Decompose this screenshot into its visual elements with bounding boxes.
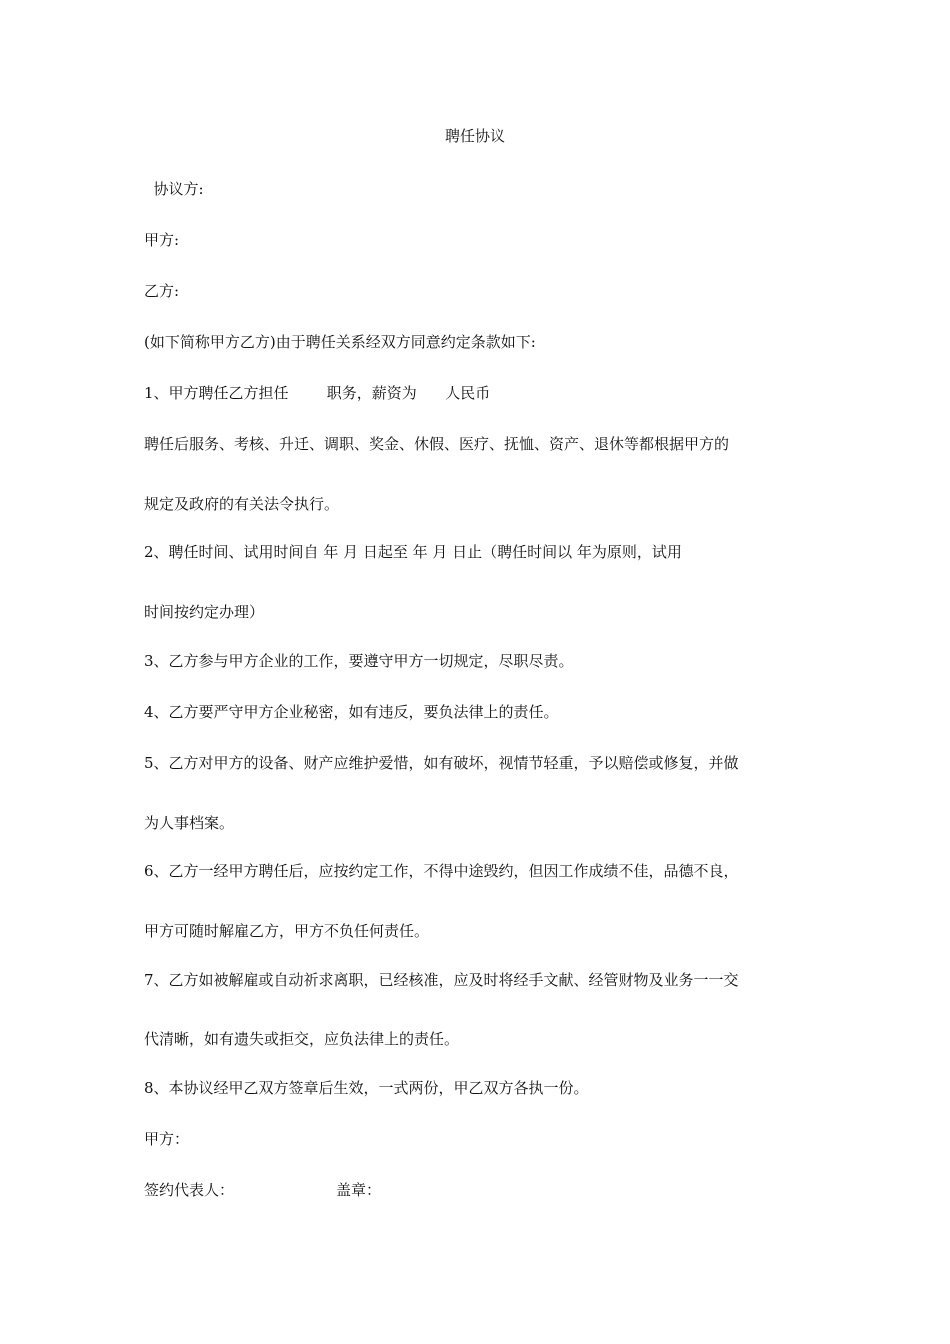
clause-5-line-1: 5、乙方对甲方的设备、财产应维护爱惜，如有破坏，视情节轻重，予以赔偿或修复，并做 xyxy=(144,754,739,772)
clause-3: 3、乙方参与甲方企业的工作，要遵守甲方一切规定，尽职尽责。 xyxy=(144,652,574,670)
clause-8: 8、本协议经甲乙双方签章后生效，一式两份，甲乙双方各执一份。 xyxy=(144,1079,589,1097)
party-b-label: 乙方: xyxy=(144,282,180,300)
clause-1b-line-2: 规定及政府的有关法令执行。 xyxy=(144,495,340,513)
clause-7-line-2: 代清晰，如有遗失或拒交，应负法律上的责任。 xyxy=(144,1030,460,1048)
signature-seal: 盖章： xyxy=(336,1181,382,1199)
clause-2-line-2: 时间按约定办理） xyxy=(144,603,265,621)
clause-4: 4、乙方要严守甲方企业秘密，如有违反，要负法律上的责任。 xyxy=(144,703,559,721)
clause-2-line-1: 2、聘任时间、试用时间自 年 月 日起至 年 月 日止（聘任时间以 年为原则，试用 xyxy=(144,543,682,561)
clause-1b-line-1: 聘任后服务、考核、升迁、调职、奖金、休假、医疗、抚恤、资产、退休等都根据甲方的 xyxy=(144,435,730,453)
parties-label: 协议方: xyxy=(144,180,204,198)
clause-7-line-1: 7、乙方如被解雇或自动祈求离职，已经核准，应及时将经手文献、经管财物及业务一一交 xyxy=(144,971,739,989)
document-title: 聘任协议 xyxy=(444,127,505,145)
clause-6-line-1: 6、乙方一经甲方聘任后，应按约定工作，不得中途毁约，但因工作成绩不佳，品德不良， xyxy=(144,862,739,880)
signature-party-a: 甲方： xyxy=(144,1130,190,1148)
clause-5-line-2: 为人事档案。 xyxy=(144,814,235,832)
party-a-label: 甲方: xyxy=(144,231,180,249)
preamble: (如下简称甲方乙方)由于聘任关系经双方同意约定条款如下: xyxy=(144,333,536,351)
clause-1: 1、甲方聘任乙方担任 职务，薪资为 人民币 xyxy=(144,384,491,402)
signature-representative: 签约代表人： xyxy=(144,1181,235,1199)
clause-6-line-2: 甲方可随时解雇乙方，甲方不负任何责任。 xyxy=(144,922,430,940)
